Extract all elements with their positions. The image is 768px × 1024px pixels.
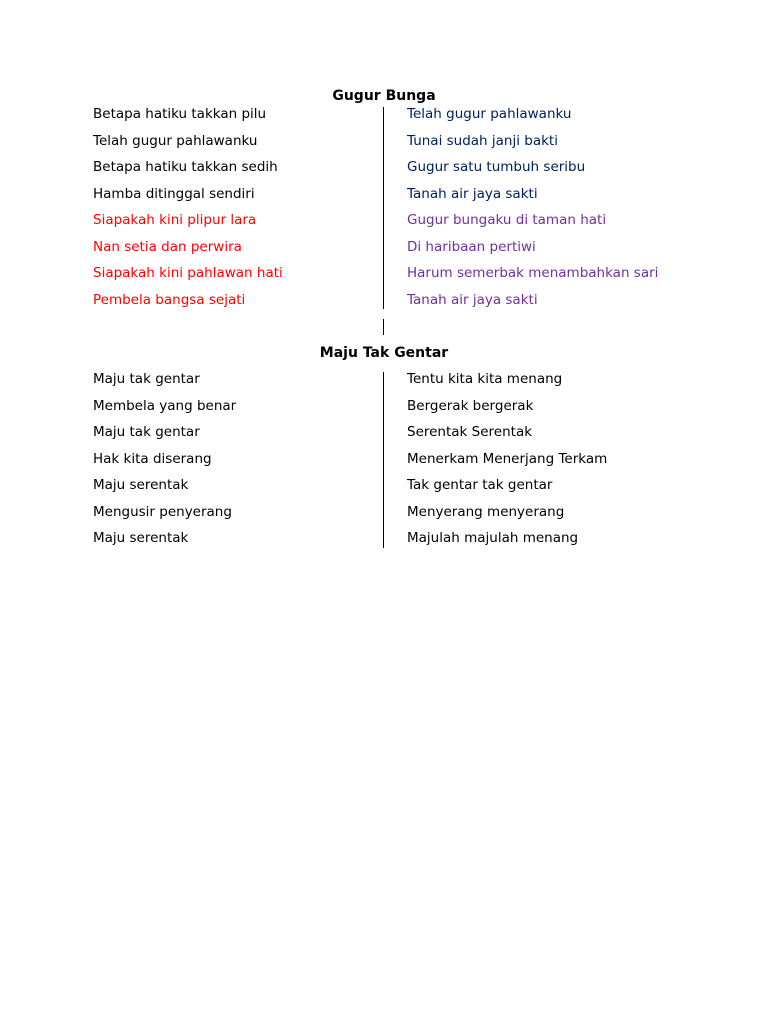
lyric-line: Telah gugur pahlawanku — [93, 132, 258, 149]
lyric-line: Siapakah kini plipur lara — [93, 212, 257, 228]
gugur-bunga-left-column — [93, 105, 283, 317]
lyric-line: Hamba ditinggal sendiri — [93, 185, 255, 202]
lyric-line: Menerkam Menerjang Terkam — [407, 450, 608, 467]
lyric-line: Menyerang menyerang — [407, 503, 565, 520]
lyric-line: Tentu kita kita menang — [407, 371, 563, 387]
lyric-line: Tanah air jaya sakti — [407, 185, 538, 202]
maju-tak-gentar-left-column — [93, 370, 236, 556]
lyric-line: Maju tak gentar — [93, 371, 200, 387]
section-divider-stub — [383, 319, 384, 335]
lyric-line: Mengusir penyerang — [93, 503, 232, 520]
lyric-line: Gugur bungaku di taman hati — [407, 212, 607, 228]
lyric-line: Pembela bangsa sejati — [93, 291, 246, 308]
lyric-line: Maju serentak — [93, 530, 189, 546]
column-divider — [383, 107, 384, 309]
lyric-line: Tunai sudah janji bakti — [407, 132, 558, 149]
song-title-maju-tak-gentar: Maju Tak Gentar — [319, 345, 449, 361]
lyric-line: Betapa hatiku takkan sedih — [93, 159, 278, 175]
lyric-line: Siapakah kini pahlawan hati — [93, 265, 283, 281]
lyric-line: Serentak Serentak — [407, 424, 533, 440]
lyric-line: Telah gugur pahlawanku — [407, 106, 572, 122]
lyric-line: Gugur satu tumbuh seribu — [407, 159, 586, 175]
maju-tak-gentar-right-column — [407, 370, 607, 556]
lyric-line: Hak kita diserang — [93, 450, 212, 467]
song-title-gugur-bunga: Gugur Bunga — [332, 88, 436, 104]
lyric-line: Maju tak gentar — [93, 424, 200, 440]
gugur-bunga-right-column — [407, 105, 658, 317]
column-divider — [383, 372, 384, 548]
lyric-line: Majulah majulah menang — [407, 530, 579, 546]
lyric-line: Membela yang benar — [93, 397, 237, 414]
lyric-line: Betapa hatiku takkan pilu — [93, 106, 267, 122]
lyric-line: Di haribaan pertiwi — [407, 238, 536, 255]
lyric-line: Tanah air jaya sakti — [407, 291, 538, 308]
lyric-line: Maju serentak — [93, 477, 189, 493]
lyric-line: Tak gentar tak gentar — [407, 477, 553, 493]
lyric-line: Nan setia dan perwira — [93, 238, 242, 255]
lyric-line: Bergerak bergerak — [407, 397, 534, 414]
lyric-line: Harum semerbak menambahkan sari — [407, 265, 659, 281]
